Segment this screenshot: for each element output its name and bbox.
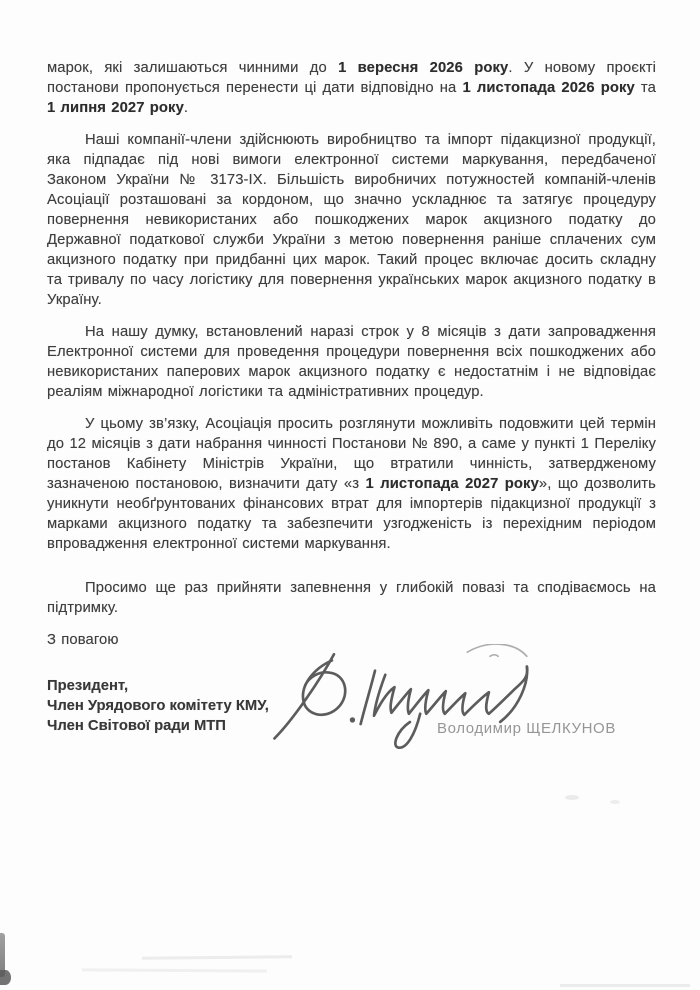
- letter-paragraph: [47, 58, 656, 118]
- bold-date: 1 листопада 2026 року: [462, 80, 635, 96]
- paragraph-text: », що дозволить уникнути необґрунтованих фінансових втрат для імпортерів підакцизної продукції з марками акцизного податку та забезпечити узгодженість із перехідним періодом впровадження електронної системи маркування.: [47, 476, 656, 552]
- signer-title-line: Член Світової ради МТП: [47, 718, 226, 734]
- paragraph-text: . У новому проєкті постанови пропонується перенести ці дати відповідно на: [47, 60, 656, 96]
- signer-title-line: Президент,: [47, 678, 129, 694]
- signature-image: [269, 644, 559, 762]
- signer-titles: [47, 676, 269, 736]
- bold-date: 1 липня 2027 року: [47, 100, 184, 116]
- signature-pen-arc: [467, 644, 527, 656]
- letter-paragraph: [47, 322, 656, 402]
- signer-title-line: Член Урядового комітету КМУ,: [47, 698, 269, 714]
- scan-artifact-edge: [0, 933, 5, 977]
- paragraph-text: Наші компанії-члени здійснюють виробництво та імпорт підакцизної продукції, яка підпадає під нові вимоги електронної системи маркування, передбаченої Законом України № 3173-IX. Більшість виробничих потужностей компаній-членів Асоціації розташовані за кордоном, що значно ускладнює та затягує процедуру повернення невикористаних або пошкоджених марок акцизного податку до Державної податкової служби України з метою повернення раніше сплачених сум акцизного податку при придбанні цих марок. Такий процес включає досить складну та тривалу по часу логістику для повернення українських марок акцизного податку в Україну.: [47, 132, 656, 308]
- signature-block: [47, 662, 656, 802]
- paragraph-text: На нашу думку, встановлений наразі строк у 8 місяців з дати запровадження Електронної системи для проведення процедури повернення всіх пошкоджених або невикористаних паперових марок акцизного податку є недостатнім і не відповідає реаліям міжнародної логістики та адміністративних процедур.: [47, 324, 656, 400]
- scan-artifact-streak: [560, 984, 690, 987]
- paragraph-text: .: [183, 100, 189, 116]
- valediction: З повагою: [47, 632, 119, 648]
- paragraph-text: марок, які залишаються чинними до: [47, 60, 339, 76]
- letter-paragraph: [47, 130, 656, 310]
- paragraph-text: та: [634, 80, 656, 96]
- paragraph-text: Просимо ще раз прийняти запевнення у глибокій повазі та сподіваємось на підтримку.: [47, 580, 656, 616]
- scan-artifact-streak: [82, 968, 267, 972]
- signer-name: Володимир ЩЕЛКУНОВ: [437, 720, 616, 737]
- closing-request: [47, 578, 656, 618]
- scan-artifact-streak: [142, 955, 292, 960]
- letter-paragraph: [47, 414, 656, 554]
- scan-artifact-blob: [0, 970, 11, 985]
- bold-date: 1 вересня 2026 року: [338, 60, 509, 76]
- bold-date: 1 листопада 2027 року: [365, 476, 539, 492]
- paragraph-text: У цьому зв’язку, Асоціація просить розглянути можливіть подовжити цей термін до 12 місяців з дати набрання чинності Постанови № 890, а саме у пункті 1 Переліку постанов Кабінету Міністрів України, що втратили чинність, затвердженому зазначеною постановою, визначити дату «з: [47, 416, 656, 492]
